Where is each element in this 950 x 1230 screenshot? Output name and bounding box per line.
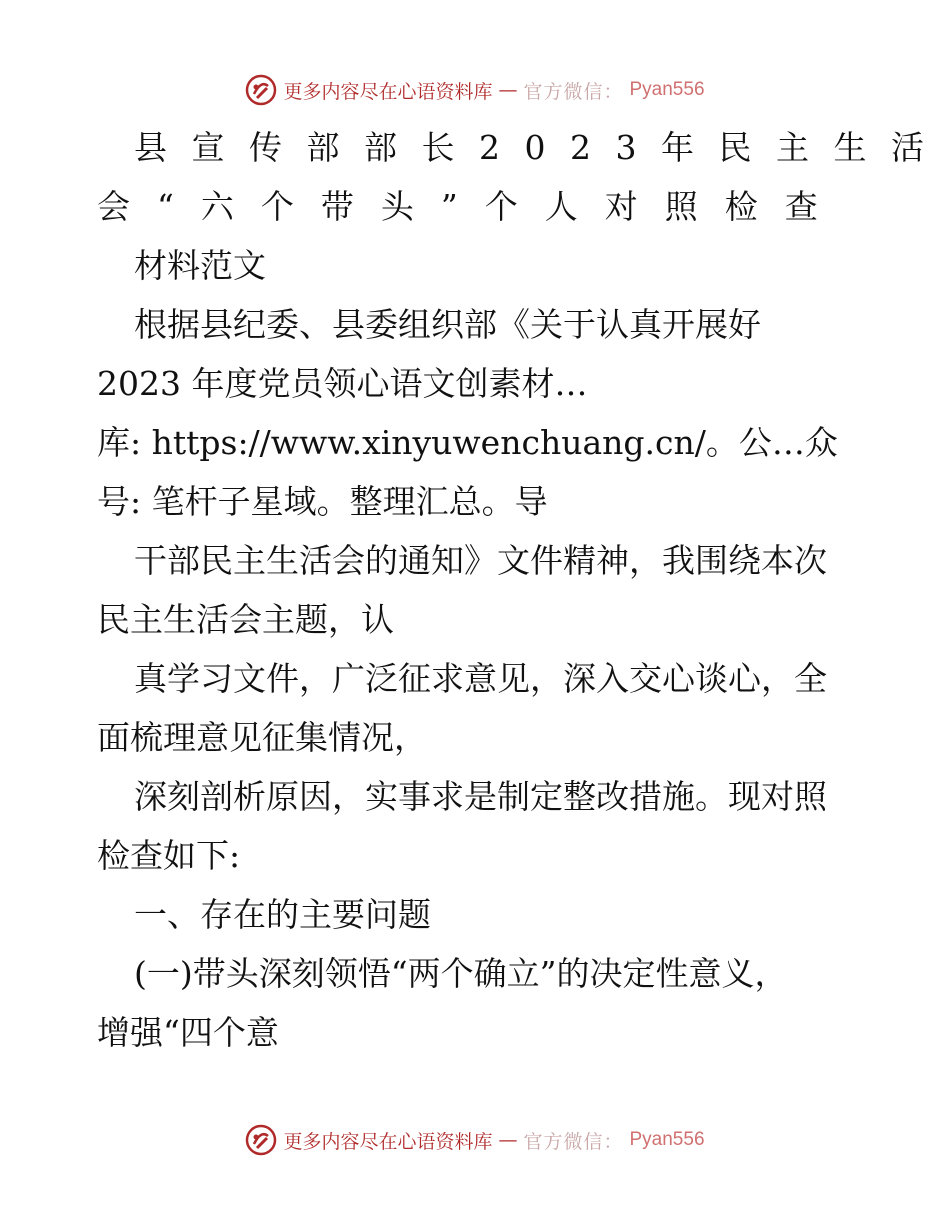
watermark-wechat-id: Pyan556 xyxy=(629,79,705,100)
doc-paragraph-line: 深刻剖析原因，实事求是制定整改措施。现对照 xyxy=(134,777,827,816)
watermark-wechat-id: Pyan556 xyxy=(629,1129,705,1150)
doc-title-line-3: 材料范文 xyxy=(134,246,266,285)
doc-paragraph-line: 面梳理意见征集情况， xyxy=(97,718,427,757)
doc-paragraph-line: 真学习文件，广泛征求意见，深入交心谈心，全 xyxy=(134,659,827,698)
watermark-text: 更多内容尽在心语资料库 xyxy=(283,1130,493,1153)
brand-logo-icon xyxy=(245,74,277,106)
doc-paragraph-line: 根据县纪委、县委组织部《关于认真开展好 xyxy=(134,305,761,344)
doc-paragraph-line: 增强“四个意 xyxy=(97,1013,279,1052)
doc-paragraph-line: 民主生活会主题，认 xyxy=(97,600,394,639)
doc-paragraph-line: 库: https://www.xinyuwenchuang.cn/。公…众 xyxy=(97,423,838,462)
header-watermark xyxy=(0,70,950,110)
doc-subsection-heading: (一)带头深刻领悟“两个确立”的决定性意义， xyxy=(134,954,788,993)
doc-title-line-2: 会“六个带头”个人对照检查 xyxy=(97,187,845,226)
brand-logo-icon xyxy=(245,1124,277,1156)
doc-paragraph-line: 号: 笔杆子星域。整理汇总。导 xyxy=(97,482,548,521)
watermark-separator: — xyxy=(498,79,518,101)
document-body xyxy=(97,118,949,1062)
watermark-official-label: 官方微信： xyxy=(523,1130,624,1153)
doc-paragraph-line: 干部民主生活会的通知》文件精神，我围绕本次 xyxy=(134,541,827,580)
doc-paragraph-line: 2023 年度党员领心语文创素材… xyxy=(97,364,588,403)
watermark-official-label: 官方微信： xyxy=(523,80,624,103)
footer-watermark xyxy=(0,1120,950,1160)
doc-paragraph-line: 检查如下: xyxy=(97,836,241,875)
watermark-text: 更多内容尽在心语资料库 xyxy=(283,80,493,103)
doc-title-line-1: 县宣传部部长2023年民主生活 xyxy=(134,128,949,167)
doc-section-heading: 一、存在的主要问题 xyxy=(134,895,431,934)
watermark-separator: — xyxy=(498,1129,518,1151)
